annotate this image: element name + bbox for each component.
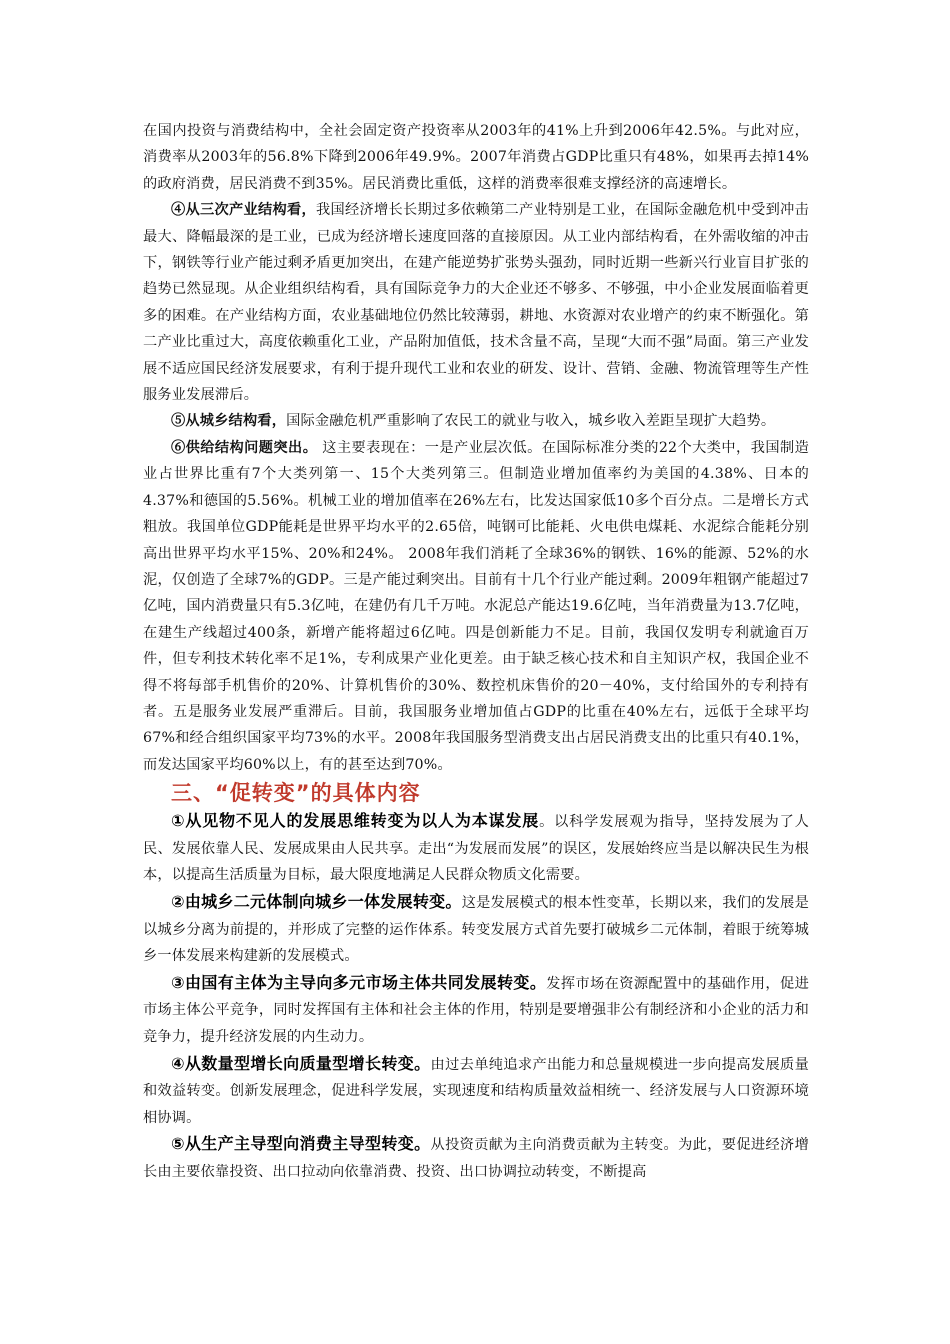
section-lead: ⑤从生产主导型向消费主导型转变。 bbox=[171, 1134, 431, 1154]
section-text: 从投资贡献为主向消费贡献为主转变。为此，要促进经济增长由主要依靠投资、出口拉动向依靠消费、投资、出口协调拉动转变，不断提高 bbox=[143, 1137, 809, 1180]
paragraph-lead: ⑤从城乡结构看， bbox=[171, 413, 287, 430]
section-text: 发挥市场在资源配置中的基础作用，促进市场主体公平竞争，同时发挥国有主体和社会主体的作用，特别是要增强非公有制经济和小企业的活力和竞争力，提升经济发展的内生动力。 bbox=[143, 975, 809, 1045]
paragraph-lead: ④从三次产业结构看， bbox=[171, 202, 317, 219]
paragraph-lead: ⑥供给结构问题突出。 bbox=[171, 439, 318, 456]
section-text: 由过去单纯追求产出能力和总量规模进一步向提高发展质量和效益转变。创新发展理念，促进科学发展，实现速度和结构质量效益相统一、经济发展与人口资源环境相协调。 bbox=[143, 1056, 809, 1126]
paragraph-industry-structure bbox=[143, 197, 809, 408]
section-lead: ④从数量型增长向质量型增长转变。 bbox=[171, 1053, 431, 1073]
paragraph-text: 我国经济增长长期过多依赖第二产业特别是工业，在国际金融危机中受到冲击最大、降幅最深的是工业，已成为经济增长速度回落的直接原因。从工业内部结构看，在外需收缩的冲击下，钢铁等行业产能过剩矛盾更加突出，在建产能逆势扩张势头强劲，同时近期一些新兴行业盲目扩张的趋势已然显现。从企业组织结构看，具有国际竞争力的大企业还不够多、不够强，中小企业发展面临着更多的困难。在产业结构方面，农业基础地位仍然比较薄弱，耕地、水资源对农业增产的约束不断强化。第二产业比重过大，高度依赖重化工业，产品附加值低，技术含量不高，呈现“大而不强”局面。第三产业发展不适应国民经济发展要求，有利于提升现代工业和农业的研发、设计、营销、金融、物流管理等生产性服务业发展滞后。 bbox=[143, 202, 809, 404]
paragraph-supply-structure bbox=[143, 435, 809, 778]
section-lead: ②由城乡二元体制向城乡一体发展转变。 bbox=[171, 891, 462, 911]
section-item-people-oriented bbox=[143, 808, 809, 889]
section-text: 这是发展模式的根本性变革，长期以来，我们的发展是以城乡分离为前提的，并形成了完整的运作体系。转变发展方式首先要打破城乡二元体制，着眼于统筹城乡一体发展来构建新的发展模式。 bbox=[143, 894, 809, 965]
section-lead: ③由国有主体为主导向多元市场主体共同发展转变。 bbox=[171, 972, 547, 992]
paragraph-urban-rural bbox=[143, 408, 809, 434]
section-item-consumption-led bbox=[143, 1131, 809, 1185]
paragraph-text: 在国内投资与消费结构中，全社会固定资产投资率从2003年的41%上升到2006年42.5%。与此对应，消费率从2003年的56.8%下降到2006年49.9%。2007年消费占GDP比重只有48%，如果再去掉14%的政府消费，居民消费不到35%。居民消费比重低，这样的消费率很难支撑经济的高速增长。 bbox=[143, 123, 809, 192]
paragraph-text: 这主要表现在：一是产业层次低。在国际标准分类的22个大类中，我国制造业占世界比重有7个大类列第一、15个大类列第三。但制造业增加值率约为美国的4.38%、日本的4.37%和德国的5.56%。机械工业的增加值率在26%左右，比发达国家低10多个百分点。二是增长方式粗放。我国单位GDP能耗是世界平均水平的2.65倍，吨钢可比能耗、火电供电煤耗、水泥综合能耗分别高出世界平均水平15%、20%和24%。 2008年我们消耗了全球36%的钢铁、16%的能源、52%的水泥，仅创造了全球7%的GDP。三是产能过剩突出。目前有十几个行业产能过剩。2009年粗钢产能超过7亿吨，国内消费量只有5.3亿吨，在建仍有几千万吨。水泥总产能达19.6亿吨，当年消费量为13.7亿吨，在建生产线超过400条，新增产能将超过6亿吨。四是创新能力不足。目前，我国仅发明专利就逾百万件，但专利技术转化率不足1%，专利成果产业化更差。由于缺乏核心技术和自主知识产权，我国企业不得不将每部手机售价的20%、计算机售价的30%、数控机床售价的20－40%，支付给国外的专利持有者。五是服务业发展严重滞后。目前，我国服务业增加值占GDP的比重在40%左右，远低于全球平均67%和经合组织国家平均73%的水平。2008年我国服务型消费支出占居民消费支出的比重只有40.1%，而发达国家平均60%以上，有的甚至达到70%。 bbox=[143, 439, 809, 773]
section-item-market-entities bbox=[143, 970, 809, 1051]
paragraph-investment-consumption bbox=[143, 118, 809, 197]
section-heading: 三、“促转变”的具体内容 bbox=[171, 781, 421, 806]
section-item-urban-rural bbox=[143, 889, 809, 970]
section-text: 。以科学发展观为指导，坚持发展为了人民、发展依靠人民、发展成果由人民共享。走出“为发展而发展”的误区，发展始终应当是以解决民生为根本，以提高生活质量为目标，最大限度地满足人民群众物质文化需要。 bbox=[143, 814, 809, 884]
section-lead: ①从见物不见人的发展思维转变为以人为本谋发展 bbox=[171, 811, 540, 831]
paragraph-text: 国际金融危机严重影响了农民工的就业与收入，城乡收入差距呈现扩大趋势。 bbox=[286, 413, 776, 430]
section-item-quality-growth bbox=[143, 1051, 809, 1132]
document-page bbox=[143, 118, 809, 1185]
